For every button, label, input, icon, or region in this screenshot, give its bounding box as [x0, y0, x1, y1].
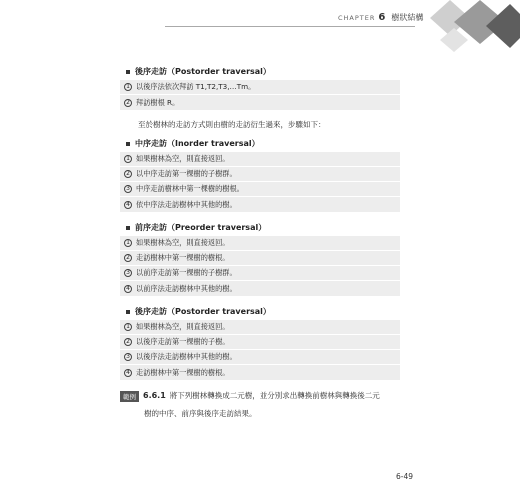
step-text: 如果樹林為空，則直接返回。 — [136, 238, 230, 247]
step-text: 以前序走訪第一棵樹的子樹群。 — [136, 268, 237, 277]
list-item — [120, 236, 400, 251]
step-text: 以後序走訪第一棵樹的子樹。 — [136, 337, 230, 346]
step-list-preorder — [120, 236, 400, 296]
example-text-line1: 將下列樹林轉換成二元樹，並分別求出轉換前樹林與轉換後二元 — [169, 391, 380, 400]
list-item — [120, 152, 400, 167]
step-text: 以前序法走訪樹林中其他的樹。 — [136, 283, 237, 293]
step-text: 走訪樹林中第一棵樹的樹根。 — [136, 367, 230, 377]
step-text: 走訪樹林中第一棵樹的樹根。 — [136, 253, 230, 262]
step-text: 中序走訪樹林中第一棵樹的樹根。 — [136, 184, 244, 193]
circled-number: 2 — [124, 338, 132, 346]
bullet-icon — [126, 70, 130, 74]
list-item — [120, 320, 400, 335]
circled-number: 2 — [124, 254, 132, 262]
section-heading-postorder-forest: 後序走訪（Postorder traversal） — [126, 306, 271, 317]
circled-number: 4 — [124, 369, 132, 377]
circled-number: 3 — [124, 269, 132, 277]
step-list-postorder-tree — [120, 80, 400, 110]
step-list-postorder-forest — [120, 320, 400, 380]
section-heading-inorder: 中序走訪（Inorder traversal） — [126, 138, 260, 149]
step-text: 如果樹林為空，則直接返回。 — [136, 154, 230, 163]
step-text: 拜訪樹根 R。 — [136, 97, 180, 107]
list-item — [120, 182, 400, 197]
chapter-word: CHAPTER — [338, 14, 376, 22]
circled-number: 1 — [124, 155, 132, 163]
circled-number: 2 — [124, 170, 132, 178]
list-item — [120, 281, 400, 296]
step-list-inorder — [120, 152, 400, 212]
step-text: 以後序法走訪樹林中其他的樹。 — [136, 352, 237, 361]
example-number: 6.6.1 — [143, 391, 166, 400]
circled-number: 2 — [124, 99, 132, 107]
list-item — [120, 167, 400, 182]
list-item — [120, 365, 400, 380]
list-item — [120, 335, 400, 350]
chapter-title: 樹狀結構 — [391, 13, 424, 22]
example-label: 範例 — [120, 391, 139, 402]
step-text: 依中序法走訪樹林中其他的樹。 — [136, 199, 237, 209]
bullet-icon — [126, 142, 130, 146]
list-item — [120, 251, 400, 266]
step-text: 如果樹林為空，則直接返回。 — [136, 322, 230, 331]
step-text: 以後序法依次拜訪 T1,T2,T3,…Tm。 — [136, 82, 256, 91]
example-text-line2: 樹的中序、前序與後序走訪結果。 — [144, 408, 257, 418]
chapter-number: 6 — [378, 12, 386, 23]
list-item — [120, 95, 400, 110]
step-text: 以中序走訪第一棵樹的子樹群。 — [136, 169, 237, 178]
example-block — [120, 390, 410, 419]
circled-number: 3 — [124, 185, 132, 193]
circled-number: 1 — [124, 83, 132, 91]
bullet-icon — [126, 310, 130, 314]
section-heading-preorder: 前序走訪（Preorder traversal） — [126, 222, 266, 233]
list-item — [120, 80, 400, 95]
list-item — [120, 266, 400, 281]
header-rule — [165, 26, 415, 27]
circled-number: 1 — [124, 323, 132, 331]
circled-number: 1 — [124, 239, 132, 247]
corner-decoration — [410, 0, 520, 55]
list-item — [120, 197, 400, 212]
page-number: 6-49 — [396, 472, 414, 481]
intro-paragraph: 至於樹林的走訪方式則由樹的走訪衍生過來，步驟如下： — [138, 120, 326, 129]
list-item — [120, 350, 400, 365]
circled-number: 3 — [124, 353, 132, 361]
circled-number: 4 — [124, 285, 132, 293]
bullet-icon — [126, 226, 130, 230]
circled-number: 4 — [124, 201, 132, 209]
section-heading-postorder-tree: 後序走訪（Postorder traversal） — [126, 66, 271, 77]
